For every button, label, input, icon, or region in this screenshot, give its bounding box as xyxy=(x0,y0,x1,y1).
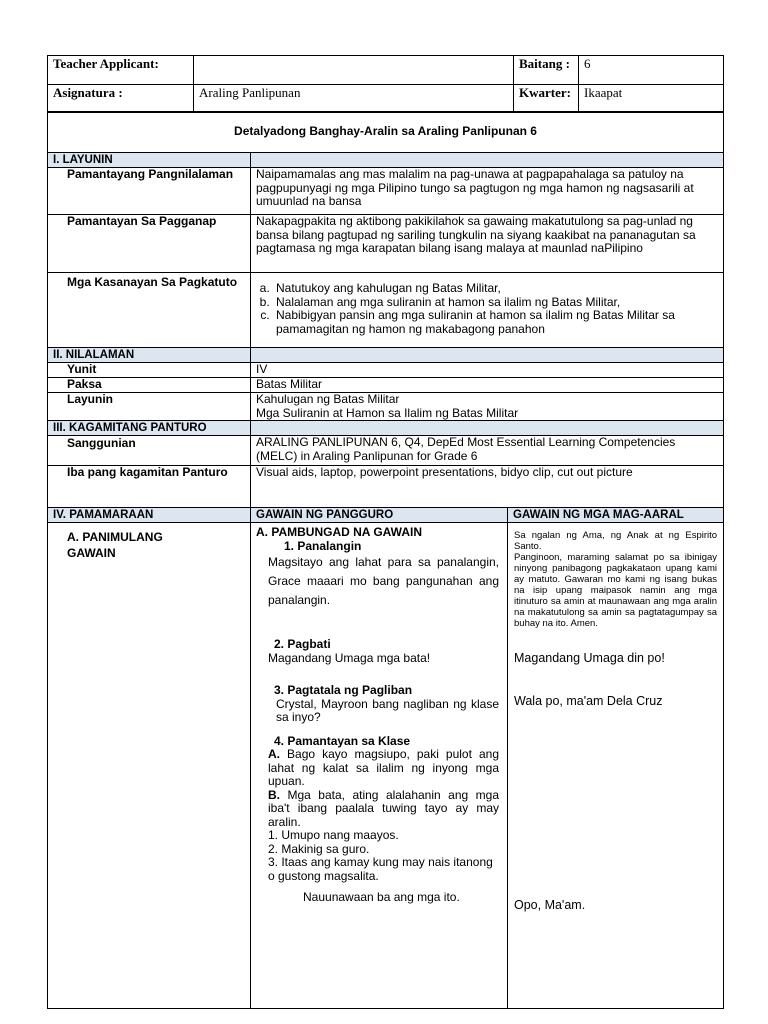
kasanayan-cell xyxy=(251,273,724,348)
pagganap-label: Pamantayan Sa Pagganap xyxy=(48,215,251,273)
rule-item: 2. Makinig sa guro. xyxy=(268,841,370,856)
step-text: Magandang Umaga mga bata! xyxy=(268,650,431,665)
section-pamamaraan-heading: IV. PAMAMARAAN xyxy=(48,508,251,523)
iba-text: Visual aids, laptop, powerpoint presentations, bidyo clip, cut out picture xyxy=(251,466,724,508)
step-title: 3. Pagtatala ng Pagliban xyxy=(274,683,413,697)
pagganap-text: Nakapagpakita ng aktibong pakikilahok sa gawaing makatutulong sa pag-unlad ng bansa bilang pagtupad ng sariling tungkulin na siyang kaakibat na pananagutan sa pagtamasa ng mga karapatan bilang isang malaya at maunlad naPilipino xyxy=(251,215,724,273)
step-title: 2. Pagbati xyxy=(274,637,331,651)
yunit-label: Yunit xyxy=(48,363,251,378)
item-label: A. xyxy=(268,747,280,761)
rule-item: 3. Itaas ang kamay kung may nais itanong o gustong magsalita. xyxy=(268,855,493,883)
section-layunin-heading: I. LAYUNIN xyxy=(48,153,251,168)
step-text xyxy=(268,748,499,789)
iba-label: Iba pang kagamitan Panturo xyxy=(48,466,251,508)
kasanayan-list xyxy=(256,282,718,336)
student-activities xyxy=(508,523,724,1009)
teacher-activities xyxy=(251,523,508,1009)
kasanayan-label: Mga Kasanayan Sa Pagkatuto xyxy=(48,273,251,348)
grade-label: Baitang : xyxy=(514,56,579,85)
pamantayang-text: Naipamamalas ang mas malalim na pag-unawa at pagpapahalaga sa patuloy na pagpupunyagi ng mga Pilipino tungo sa pagtugon ng mga hamon ng nagsasarili at umuunlad na bansa xyxy=(251,168,724,215)
step-text: Magsitayo ang lahat para sa panalangin, Grace maaari mo bang pangunahan ang panalangin. xyxy=(268,555,499,607)
paksa-label: Paksa xyxy=(48,378,251,393)
subject-label: Asignatura : xyxy=(48,85,194,113)
rule-item: 1. Umupo nang maayos. xyxy=(268,828,399,842)
nilalaman-layunin-label: Layunin xyxy=(48,393,251,421)
step-title: 1. Panalangin xyxy=(284,538,362,553)
student-column-heading: GAWAIN NG MGA MAG-AARAL xyxy=(508,508,724,523)
teacher-section-title: A. PAMBUNGAD NA GAWAIN xyxy=(256,525,422,539)
lesson-plan-table xyxy=(47,111,724,1009)
list-item: c. Nabibigyan pansin ang mga suliranin at hamon sa ilalim ng Batas Militar sa pamamagitan ng hamon ng makabagong panahon xyxy=(273,309,718,336)
yunit-value: IV xyxy=(251,363,724,378)
student-understood-reply: Opo, Ma'am. xyxy=(514,898,586,912)
pamantayang-label: Pamantayang Pangnilalaman xyxy=(48,168,251,215)
section-kagamitan-heading: III. KAGAMITANG PANTURO xyxy=(48,421,251,436)
layunin-line: Mga Suliranin at Hamon sa Ilalim ng Batas Militar xyxy=(256,405,519,420)
item-text: Mga bata, ating alalahanin ang mga iba't ibang paalala tuwing tayo ay may aralin. xyxy=(268,787,499,829)
nilalaman-layunin-value xyxy=(251,393,724,421)
teacher-column-heading: GAWAIN NG PANGGURO xyxy=(251,508,508,523)
student-prayer: Sa ngalan ng Ama, ng Anak at ng Espirito Santo. xyxy=(514,530,718,552)
teacher-label: Teacher Applicant: xyxy=(48,56,194,85)
paksa-value: Batas Militar xyxy=(251,378,724,393)
grade-value: 6 xyxy=(579,56,724,85)
step-title: 4. Pamantayan sa Klase xyxy=(274,733,411,748)
item-label: B. xyxy=(268,787,280,802)
phase-label: A. PANIMULANG GAWAIN xyxy=(48,523,251,1009)
section-nilalaman-heading: II. NILALAMAN xyxy=(48,348,251,363)
list-item: b. Nalalaman ang mga suliranin at hamon sa ilalim ng Batas Militar, xyxy=(273,296,718,310)
document-title: Detalyadong Banghay-Aralin sa Araling Panlipunan 6 xyxy=(48,112,724,153)
list-item: a. Natutukoy ang kahulugan ng Batas Militar, xyxy=(273,282,718,296)
sanggunian-label: Sanggunian xyxy=(48,436,251,466)
step-text: Crystal, Mayroon bang nagliban ng klase sa inyo? xyxy=(276,696,499,724)
quarter-value: Ikaapat xyxy=(579,85,724,113)
student-prayer: Panginoon, maraming salamat po sa ibinigay ninyong panibagong pagkakataon upang kami ay matuto. Gawaran mo kami ng isang bukas na isip upang maipasok namin ang mga itinuturo sa amin at maunawaan ang mga aralin na makatutulong sa amin sa pagtatagumpay sa buhay na ito. Amen. xyxy=(514,552,718,629)
closing-question: Nauunawaan ba ang mga ito. xyxy=(303,890,460,904)
quarter-label: Kwarter: xyxy=(514,85,579,113)
student-absence-reply: Wala po, ma'am Dela Cruz xyxy=(514,694,663,708)
step-text xyxy=(268,789,499,830)
header-table xyxy=(47,55,724,113)
subject-value: Araling Panlipunan xyxy=(194,85,514,113)
item-text: Bago kayo magsiupo, paki pulot ang lahat ng kalat sa ilalim ng inyong mga upuan. xyxy=(268,747,499,788)
sanggunian-text: ARALING PANLIPUNAN 6, Q4, DepEd Most Essential Learning Competencies (MELC) in Araling Panlipunan for Grade 6 xyxy=(251,436,724,466)
layunin-line: Kahulugan ng Batas Militar xyxy=(256,392,400,406)
teacher-value xyxy=(194,56,514,85)
student-greeting: Magandang Umaga din po! xyxy=(514,651,665,665)
